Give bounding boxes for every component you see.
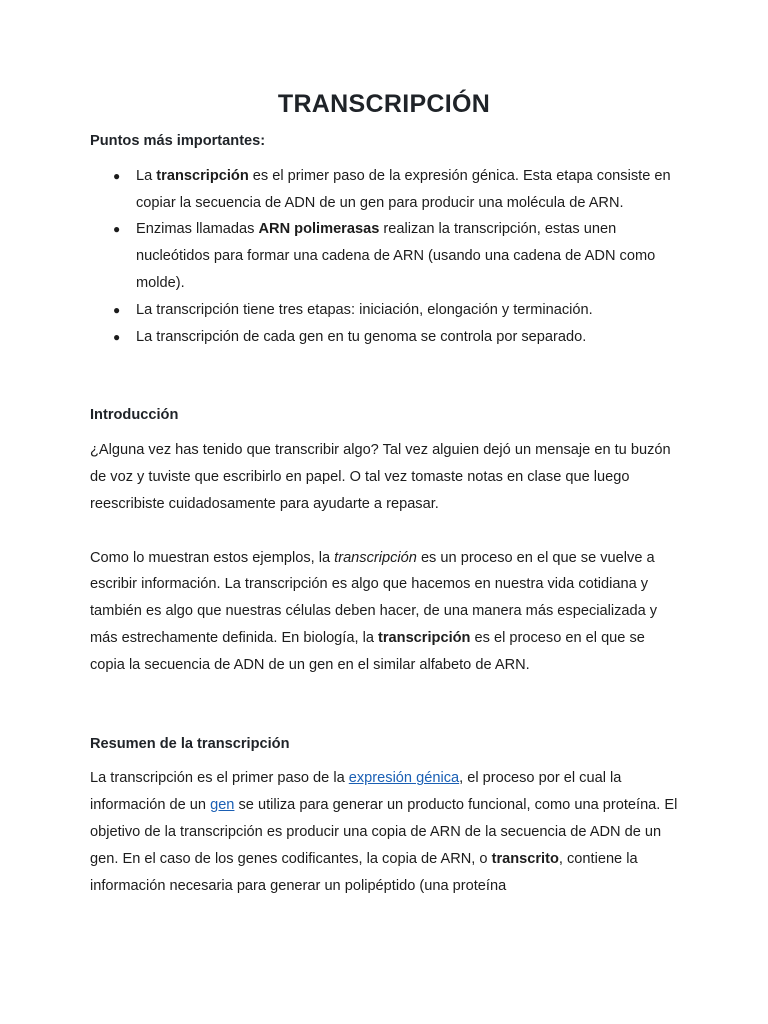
list-item bbox=[113, 324, 680, 351]
summary-heading: Resumen de la transcripción bbox=[90, 735, 290, 752]
paragraph-text: Como lo muestran estos ejemplos, la bbox=[90, 549, 335, 566]
point-text: es el primer paso de la expresión génica. Esta etapa consiste en copiar la secuencia de ADN de un gen para producir una molécula de ARN. bbox=[136, 167, 671, 211]
bold-term: transcrito bbox=[491, 850, 559, 867]
bullet-icon: ● bbox=[113, 222, 121, 237]
point-text: La bbox=[136, 167, 157, 184]
paragraph-text: es el proceso en el que se copia la secuencia de ADN de un gen en el similar alfabeto de ARN. bbox=[90, 629, 645, 673]
point-text: La transcripción tiene tres etapas: iniciación, elongación y terminación. bbox=[136, 301, 593, 318]
paragraph-text: , contiene la información necesaria para generar un polipéptido (una proteína bbox=[90, 850, 638, 894]
intro-heading: Introducción bbox=[90, 407, 179, 424]
gene-expression-link[interactable]: expresión génica bbox=[348, 770, 460, 787]
summary-paragraph bbox=[90, 765, 680, 899]
gene-link[interactable]: gen bbox=[210, 797, 235, 814]
point-bold-term: ARN polimerasas bbox=[258, 221, 380, 238]
document-body bbox=[90, 128, 680, 899]
page-title: TRANSCRIPCIÓN bbox=[277, 90, 491, 118]
point-text: La transcripción de cada gen en tu genoma se controla por separado. bbox=[136, 328, 587, 345]
list-item bbox=[113, 297, 680, 324]
bullet-icon: ● bbox=[113, 302, 121, 317]
point-text: Enzimas llamadas bbox=[136, 221, 259, 238]
list-item bbox=[113, 216, 680, 296]
bullet-icon: ● bbox=[113, 329, 121, 344]
points-heading: Puntos más importantes: bbox=[90, 133, 266, 149]
point-bold-term: transcripción bbox=[156, 167, 249, 184]
key-points-list bbox=[90, 163, 680, 351]
point-text: realizan la transcripción, estas unen nucleótidos para formar una cadena de ARN (usando una cadena de ADN como molde). bbox=[136, 221, 656, 291]
bold-term: transcripción bbox=[378, 629, 471, 646]
italic-term: transcripción bbox=[334, 549, 417, 566]
bullet-icon: ● bbox=[113, 168, 121, 183]
paragraph-text: La transcripción es el primer paso de la bbox=[90, 770, 349, 787]
list-item bbox=[113, 163, 680, 217]
intro-paragraph-2 bbox=[90, 545, 680, 679]
intro-paragraph-1: ¿Alguna vez has tenido que transcribir algo? Tal vez alguien dejó un mensaje en tu buzón de voz y tuviste que escribirlo en papel. O tal vez tomaste notas en clase que luego reescribiste cuidadosamente para ayudarte a repasar. bbox=[90, 442, 671, 512]
paragraph-text: se utiliza para generar un producto funcional, como una proteína. El objetivo de la transcripción es producir una copia de ARN de la secuencia de ADN de un gen. En el caso de los genes codificantes, la copia de ARN, o bbox=[90, 797, 678, 867]
paragraph-text: , el proceso por el cual la información de un bbox=[90, 770, 622, 814]
paragraph-text: es un proceso en el que se vuelve a escribir información. La transcripción es algo que hacemos en nuestra vida cotidiana y también es algo que nuestras células deben hacer, de una manera más especializada y más estrechamente definida. En biología, la bbox=[90, 549, 658, 646]
